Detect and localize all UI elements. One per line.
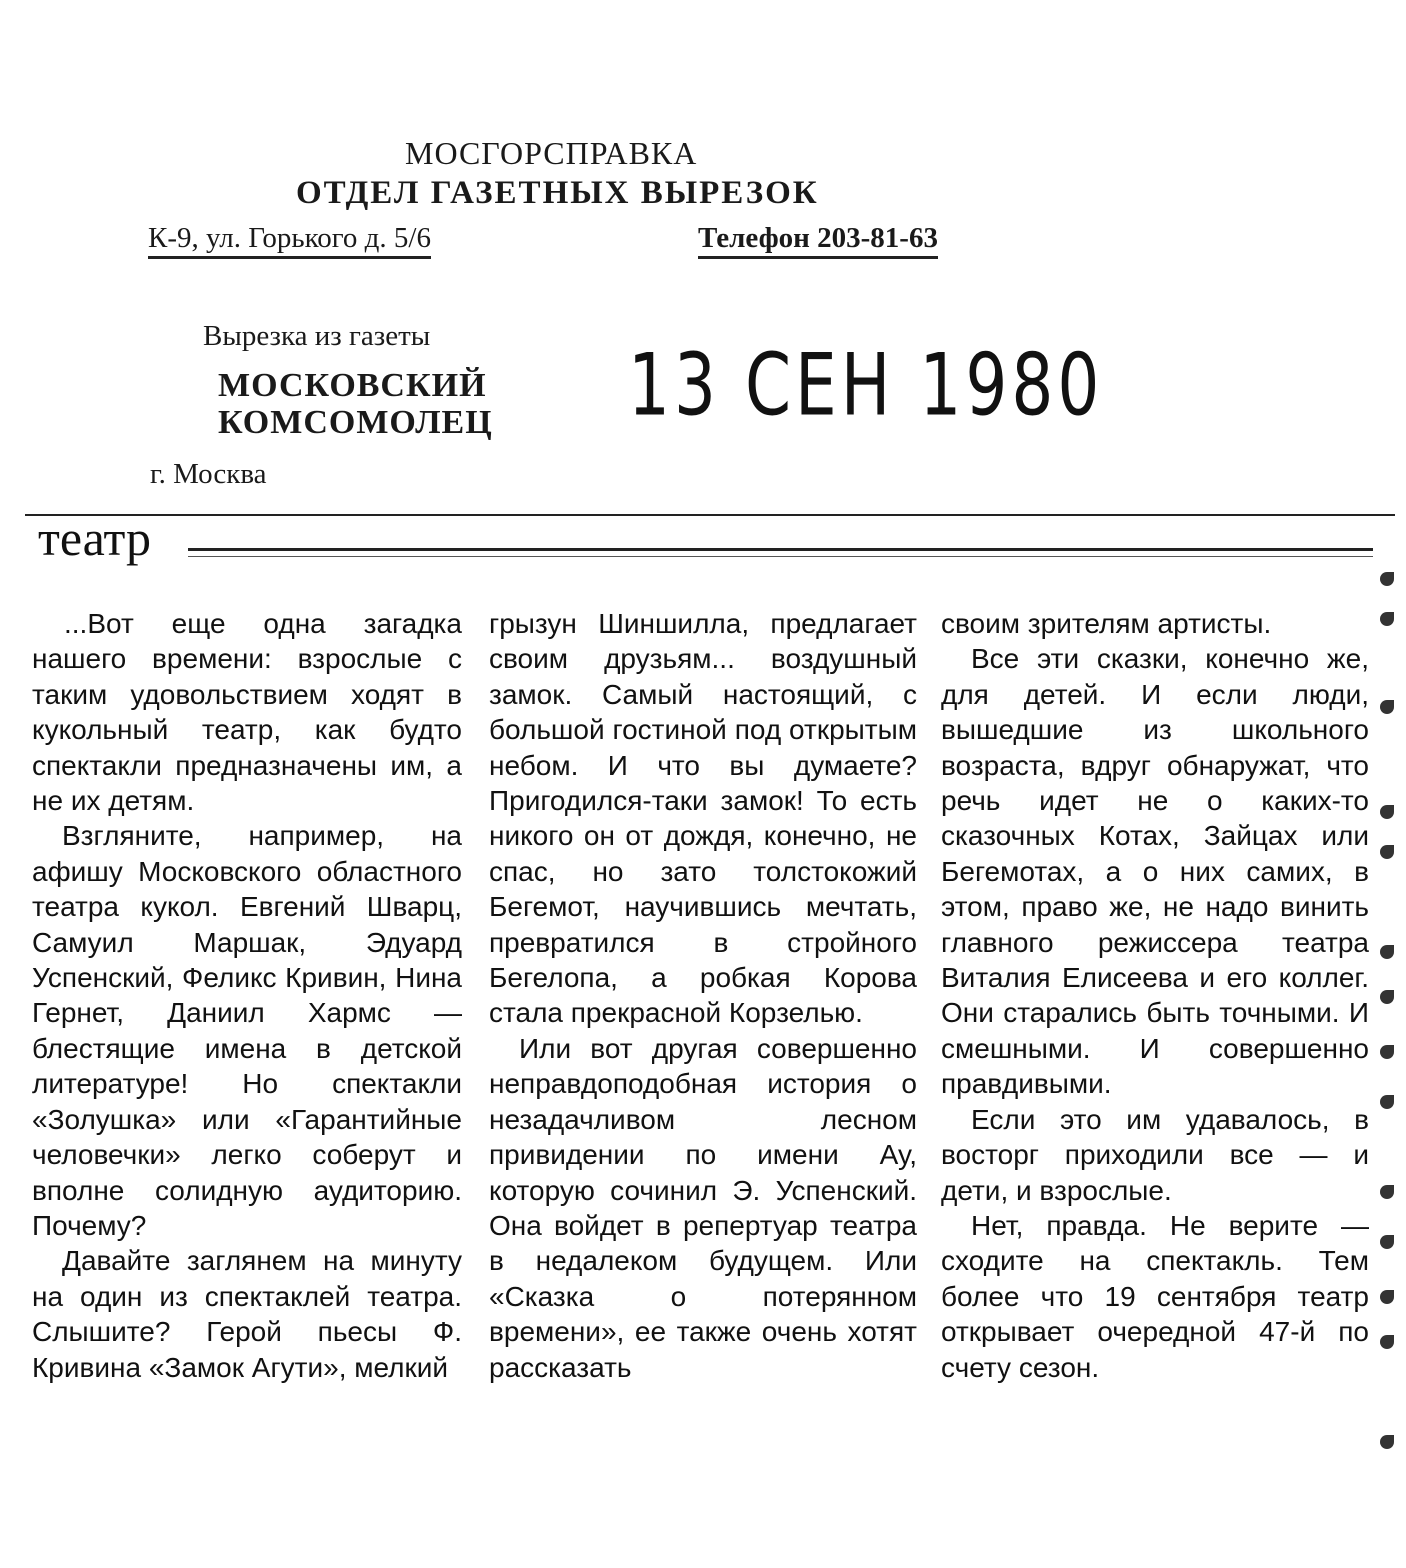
edge-mark	[1380, 1185, 1394, 1199]
edge-mark	[1380, 572, 1394, 586]
clip-source-label: Вырезка из газеты	[203, 320, 431, 352]
paragraph: Давайте заглянем на минуту на один из спектаклей театра. Слышите? Герой пьесы Ф. Кривина «Замок Агути», мелкий	[32, 1245, 462, 1383]
edge-mark	[1380, 1235, 1394, 1249]
section-rule-thin	[188, 556, 1373, 557]
clipping-stamp	[0, 0, 1406, 520]
article-column-1	[32, 606, 462, 1385]
edge-mark	[1380, 1095, 1394, 1109]
paragraph: Нет, правда. Не верите — сходите на спектакль. Тем более что 19 сентября театр открывает очередной 47-й по счету сезон.	[941, 1209, 1369, 1383]
edge-mark	[1380, 1290, 1394, 1304]
paragraph: Если это им удавалось, в восторг приходили все — и дети, и взрослые.	[941, 1103, 1369, 1206]
article-column-2	[489, 606, 917, 1385]
agency-name: МОСГОРСПРАВКА	[405, 135, 698, 171]
edge-mark	[1380, 805, 1394, 819]
newspaper-name	[218, 367, 493, 441]
newspaper-name-line2: КОМСОМОЛЕЦ	[218, 404, 493, 441]
section-rule	[188, 548, 1373, 551]
edge-mark	[1380, 845, 1394, 859]
edge-mark	[1380, 612, 1394, 626]
date-stamp: 13 СЕН 1980	[628, 335, 1104, 436]
paragraph: Или вот другая совершенно неправдоподобная история о незадачливом лесном привидении по имени Ау, которую сочинил Э. Успенский. Она войдет в репертуар театра в недалеком будущем. Или «Сказка о потерянном времени», ее также очень хотят рассказать	[489, 1032, 917, 1383]
edge-mark	[1380, 1045, 1394, 1059]
edge-mark	[1380, 990, 1394, 1004]
edge-mark	[1380, 1435, 1394, 1449]
edge-mark	[1380, 1335, 1394, 1349]
paragraph: Взгляните, например, на афишу Московского областного театра кукол. Евгений Шварц, Самуил Маршак, Эдуард Успенский, Феликс Кривин, Нина Гернет, Даниил Хармс — блестящие имена в детской литературе! Но спектакли «Золушка» или «Гарантийные человечки» легко соберут и вполне солидную аудиторию. Почему?	[32, 820, 462, 1241]
newspaper-name-line1: МОСКОВСКИЙ	[218, 367, 487, 404]
paragraph: грызун Шиншилла, предлагает своим друзьям... воздушный замок. Самый настоящий, с большой гостиной под открытым небом. И что вы думаете? Пригодился-таки замок! То есть никого он от дождя, конечно, не спас, но зато толстокожий Бегемот, научившись мечтать, превратился в стройного Бегелопа, а робкая Корова стала прекрасной Корзелью.	[489, 608, 917, 1029]
paragraph: ...Вот еще одна загадка нашего времени: взрослые с таким удовольствием ходят в кукольный театр, как будто спектакли предназначены им, а не их детям.	[32, 608, 462, 817]
paragraph: Все эти сказки, конечно же, для детей. И если люди, вышедшие из школьного возраста, вдруг обнаружат, что речь идет не о каких-то сказочных Котах, Зайцах или Бегемотах, а о них самих, в этом, право же, не надо винить главного режиссера театра Виталия Елисеева и его коллег. Они старались быть точными. И смешными. И совершенно правдивыми.	[941, 643, 1369, 1100]
agency-address: К-9, ул. Горького д. 5/6	[148, 222, 431, 259]
section-title: театр	[38, 510, 152, 566]
stamp-divider	[25, 514, 1395, 516]
paragraph: своим зрителям артисты.	[941, 608, 1272, 639]
article-column-3	[941, 606, 1369, 1385]
edge-mark	[1380, 700, 1394, 714]
newspaper-city: г. Москва	[150, 458, 267, 490]
agency-phone: Телефон 203-81-63	[698, 222, 938, 259]
department-name: ОТДЕЛ ГАЗЕТНЫХ ВЫРЕЗОК	[296, 175, 819, 211]
edge-mark	[1380, 945, 1394, 959]
